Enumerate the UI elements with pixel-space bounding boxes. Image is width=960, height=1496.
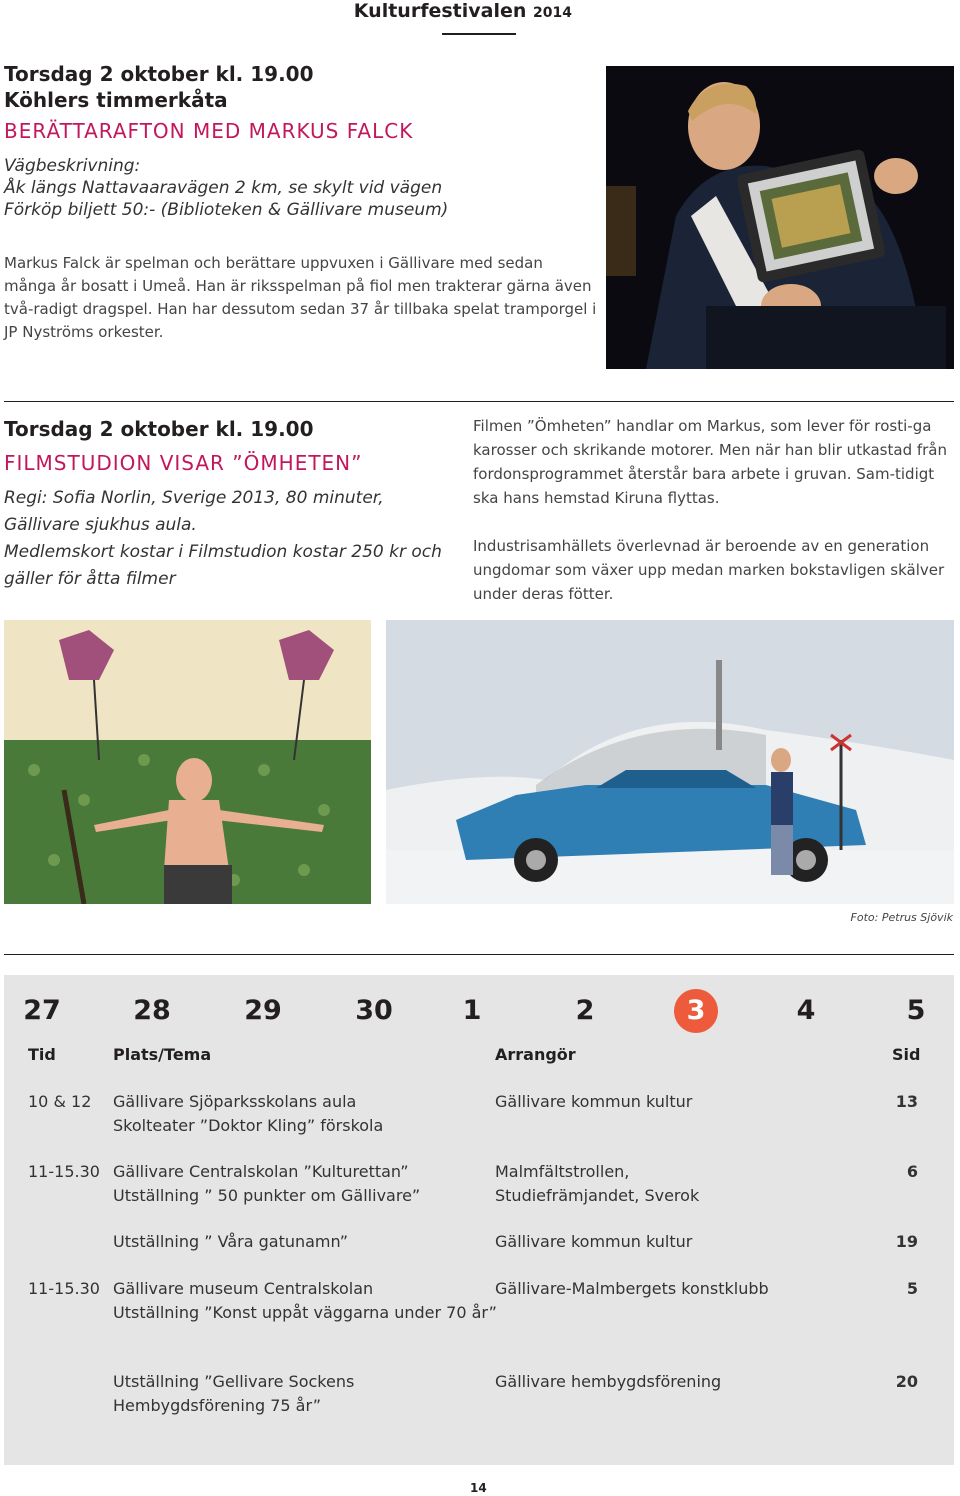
col-header-arrangor: Arrangör xyxy=(495,1045,576,1064)
presale-text: Förköp biljett 50:- (Biblioteken & Gällivare museum) xyxy=(4,200,449,220)
accordion-player-illustration xyxy=(606,66,954,369)
row5-plats-line2: Hembygdsförening 75 år” xyxy=(113,1396,321,1415)
event2-date: Torsdag 2 oktober kl. 19.00 xyxy=(4,417,314,441)
event2-info xyxy=(4,485,444,593)
row4-tid: 11-15.30 xyxy=(28,1279,100,1298)
row2-arrangor-line2: Studiefrämjandet, Sverok xyxy=(495,1186,700,1205)
event1-directions xyxy=(4,155,448,221)
row2-arrangor xyxy=(495,1160,699,1208)
film-still-bed-photo xyxy=(4,620,371,904)
bed-illustration xyxy=(4,620,371,904)
row2-arrangor-line1: Malmfältstrollen, xyxy=(495,1162,630,1181)
row1-plats-line1: Gällivare Sjöparksskolans aula xyxy=(113,1092,357,1111)
section-divider xyxy=(4,401,954,402)
row2-plats-line1: Gällivare Centralskolan ”Kulturettan” xyxy=(113,1162,409,1181)
event1-body: Markus Falck är spelman och berättare uppvuxen i Gällivare med sedan många år bosatt i Umeå. Han är riksspelman på fiol men trakterar gärna även två-radigt dragspel. Han har dessutom sedan 37 år tillbaka spelat tramporgel i JP Nyströms orkester. xyxy=(4,254,597,341)
row1-tid: 10 & 12 xyxy=(28,1092,92,1111)
row1-plats-line2: Skolteater ”Doktor Kling” förskola xyxy=(113,1116,384,1135)
accordion-player-photo xyxy=(606,66,954,369)
directions-text: Åk längs Nattavaaravägen 2 km, se skylt vid vägen xyxy=(4,178,443,198)
row4-plats-line1: Gällivare museum Centralskolan xyxy=(113,1279,374,1298)
event1-heading xyxy=(4,61,314,113)
car-illustration xyxy=(386,620,954,904)
day-3-active[interactable]: 3 xyxy=(674,989,718,1033)
event2-membership: Medlemskort kostar i Filmstudion kostar 250 kr och gäller för åtta filmer xyxy=(4,542,442,589)
col-header-tid: Tid xyxy=(28,1045,56,1064)
directions-label: Vägbeskrivning: xyxy=(4,156,141,176)
schedule-panel xyxy=(4,975,954,1465)
day-2[interactable]: 2 xyxy=(575,995,595,1026)
col-header-plats: Plats/Tema xyxy=(113,1045,212,1064)
row4-arrangor: Gällivare-Malmbergets konstklubb xyxy=(495,1279,769,1298)
day-1[interactable]: 1 xyxy=(462,995,482,1026)
row5-sid: 20 xyxy=(895,1372,918,1391)
event1-venue: Köhlers timmerkåta xyxy=(4,88,228,112)
day-27[interactable]: 27 xyxy=(23,995,61,1026)
event1-title: BERÄTTARAFTON MED MARKUS FALCK xyxy=(4,119,414,143)
event2-description xyxy=(473,414,955,630)
day-30[interactable]: 30 xyxy=(355,995,393,1026)
row3-arrangor: Gällivare kommun kultur xyxy=(495,1232,693,1251)
row1-plats xyxy=(113,1090,383,1138)
day-4[interactable]: 4 xyxy=(796,995,816,1026)
header-title: Kulturfestivalen xyxy=(353,0,527,22)
row1-sid: 13 xyxy=(895,1092,918,1111)
row2-sid: 6 xyxy=(906,1162,918,1181)
header-rule xyxy=(442,33,516,35)
row2-plats-line2: Utställning ” 50 punkter om Gällivare” xyxy=(113,1186,421,1205)
row5-arrangor: Gällivare hembygdsförening xyxy=(495,1372,722,1391)
header-year: 2014 xyxy=(533,5,572,21)
page-header xyxy=(354,0,572,22)
row5-plats-line1: Utställning ”Gellivare Sockens xyxy=(113,1372,355,1391)
schedule-divider xyxy=(4,954,954,955)
row2-tid: 11-15.30 xyxy=(28,1162,100,1181)
event2-credits: Regi: Sofia Norlin, Sverige 2013, 80 minuter, Gällivare sjukhus aula. xyxy=(4,488,384,535)
event2-title: FILMSTUDION VISAR ”ÖMHETEN” xyxy=(4,451,363,475)
row4-sid: 5 xyxy=(906,1279,918,1298)
event2-paragraph-1: Filmen ”Ömheten” handlar om Markus, som lever för rosti-ga karosser och skrikande motorer. Men när han blir utkastad från fordonsprogrammet återstår bara arbete i gruvan. Sam-tidigt ska hans hemstad Kiruna flyttas. xyxy=(473,417,948,507)
page-number: 14 xyxy=(470,1481,487,1495)
event1-date: Torsdag 2 oktober kl. 19.00 xyxy=(4,62,314,86)
film-still-car-photo xyxy=(386,620,954,904)
row3-sid: 19 xyxy=(895,1232,918,1251)
row3-plats: Utställning ” Våra gatunamn” xyxy=(113,1232,349,1251)
row4-plats-line2: Utställning ”Konst uppåt väggarna under 70 år” xyxy=(113,1303,497,1322)
row5-plats xyxy=(113,1370,354,1418)
day-28[interactable]: 28 xyxy=(133,995,171,1026)
photo-credit: Foto: Petrus Sjövik xyxy=(850,911,953,924)
day-29[interactable]: 29 xyxy=(244,995,282,1026)
col-header-sid: Sid xyxy=(892,1045,921,1064)
day-5[interactable]: 5 xyxy=(906,995,926,1026)
row4-plats xyxy=(113,1277,497,1325)
row1-arrangor: Gällivare kommun kultur xyxy=(495,1092,693,1111)
event2-paragraph-2: Industrisamhällets överlevnad är beroende av en generation ungdomar som växer upp medan marken bokstavligen skälver under deras fötter. xyxy=(473,537,945,603)
row2-plats xyxy=(113,1160,420,1208)
